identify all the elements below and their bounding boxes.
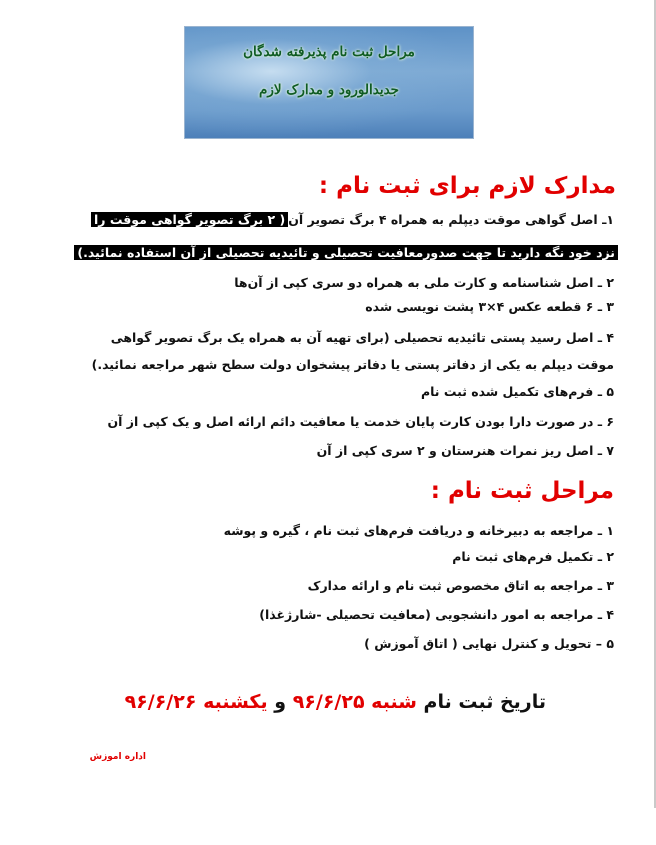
step-1: ۱ ـ مراجعه به دبیرخانه و دریافت فرم‌های ثبت نام ، گیره و پوشه — [223, 523, 614, 538]
banner-title-line-2: جدیدالورود و مدارک لازم — [258, 82, 400, 98]
document-item-4-line-2: موقت دیپلم به یکی از دفاتر پستی یا دفاتر پیشخوان دولت سطح شهر مراجعه نمائید.) — [91, 357, 614, 372]
registration-date — [125, 691, 546, 713]
footer-office-signature: اداره اموزش — [89, 752, 146, 762]
registration-date-conjunction: و — [274, 691, 287, 713]
step-2: ۲ ـ تکمیل فرم‌های ثبت نام — [452, 549, 614, 564]
document-item-7: ۷ ـ اصل ریز نمرات هنرستان و ۲ سری کپی از آن — [316, 443, 614, 458]
registration-date-label: تاریخ ثبت نام — [423, 691, 546, 713]
document-item-2: ۲ ـ اصل شناسنامه و کارت ملی به همراه دو سری کپی از آن‌ها — [234, 275, 614, 290]
banner-title-line-1: مراحل ثبت نام پذیرفته شدگان — [243, 44, 415, 60]
registration-date-day-1: شنبه ۹۶/۶/۲۵ — [292, 691, 417, 713]
header-banner — [184, 26, 474, 139]
registration-date-day-2: یکشنبه ۹۶/۶/۲۶ — [124, 691, 268, 713]
step-4: ۴ ـ مراجعه به امور دانشجویی (معافیت تحصیلی -شارژغذا) — [259, 607, 614, 622]
document-item-1-text: ۱ـ اصل گواهی موقت دیپلم به همراه ۴ برگ تصویر آن — [288, 212, 614, 227]
document-item-4-line-1: ۴ ـ اصل رسید پستی تائیدیه تحصیلی (برای تهیه آن به همراه یک برگ تصویر گواهی — [110, 330, 614, 345]
document-item-5: ۵ ـ فرم‌های تکمیل شده ثبت نام — [420, 384, 614, 399]
document-item-1-highlight-2: نزد خود نگه دارید تا جهت صدورمعافیت تحصیلی و تائیدیه تحصیلی از آن استفاده نمائید.) — [74, 245, 618, 260]
document-item-1-highlight: ( ۲ برگ تصویر گواهی موقت را — [91, 212, 288, 227]
bottom-margin — [0, 808, 656, 845]
step-3: ۳ ـ مراجعه به اتاق مخصوص ثبت نام و ارائه مدارک — [307, 578, 614, 593]
document-item-3: ۳ ـ ۶ قطعه عکس ۴×۳ پشت نویسی شده — [365, 299, 614, 314]
step-5: ۵ – تحویل و کنترل نهایی ( اتاق آموزش ) — [364, 636, 614, 651]
document-item-1-line-1 — [91, 209, 614, 231]
documents-heading: مدارک لازم برای ثبت نام : — [318, 173, 616, 199]
document-item-1-line-2 — [74, 242, 618, 264]
steps-heading: مراحل ثبت نام : — [430, 478, 614, 504]
document-item-6: ۶ ـ در صورت دارا بودن کارت پایان خدمت یا معافیت دائم ارائه اصل و یک کپی از آن — [107, 414, 614, 429]
